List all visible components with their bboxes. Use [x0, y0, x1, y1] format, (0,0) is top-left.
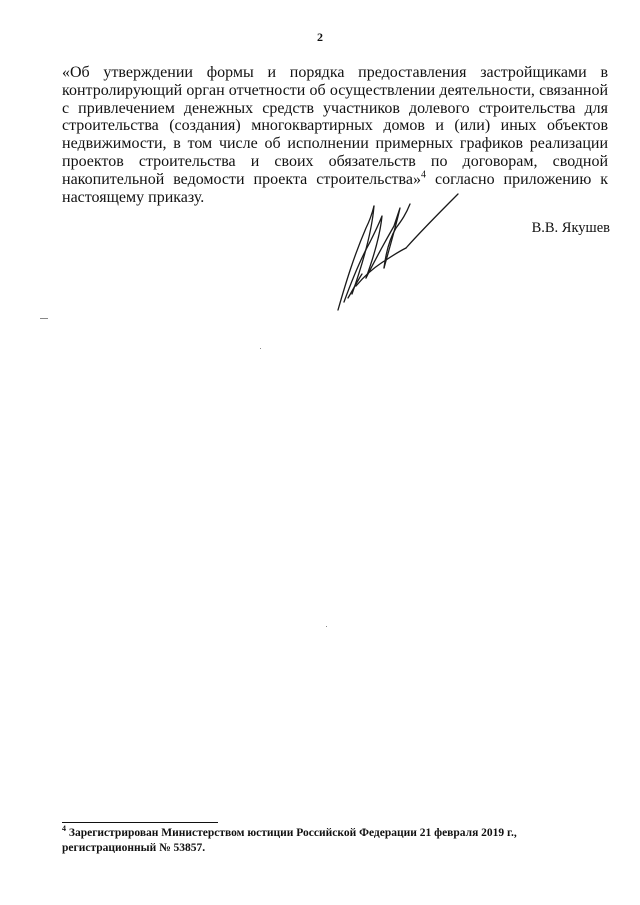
footnote-marker: 4: [62, 824, 66, 834]
scan-speck: [40, 318, 48, 319]
body-text: «Об утверждении формы и порядка предоставления застройщиками в контролирующий орган отчетности об осуществлении деятельности, связанной с привлечением денежных средств участников долевого строительства для строительства (создания) многоквартирных домов и (или) иных объектов недвижимости, в том числе об исполнении примерных графиков реализации проектов строительства и своих обязательств по договорам, сводной накопительной ведомости проекта строительства»: [62, 64, 608, 188]
footnote-text: Зарегистрирован Министерством юстиции Российской Федерации 21 февраля 2019 г., регистрационный № 53857.: [62, 827, 517, 854]
body-text-tail: согласно приложению к настоящему приказу.: [62, 170, 609, 206]
footnote-divider: [62, 822, 218, 823]
footnote-reference: 4: [421, 169, 426, 181]
scan-speck: [326, 626, 327, 627]
page-number: 2: [317, 30, 323, 44]
footnote: [62, 826, 608, 856]
scan-speck: [260, 348, 261, 349]
body-paragraph: [62, 64, 608, 206]
handwritten-signature: [330, 190, 470, 315]
signer-name: В.В. Якушев: [531, 220, 610, 236]
